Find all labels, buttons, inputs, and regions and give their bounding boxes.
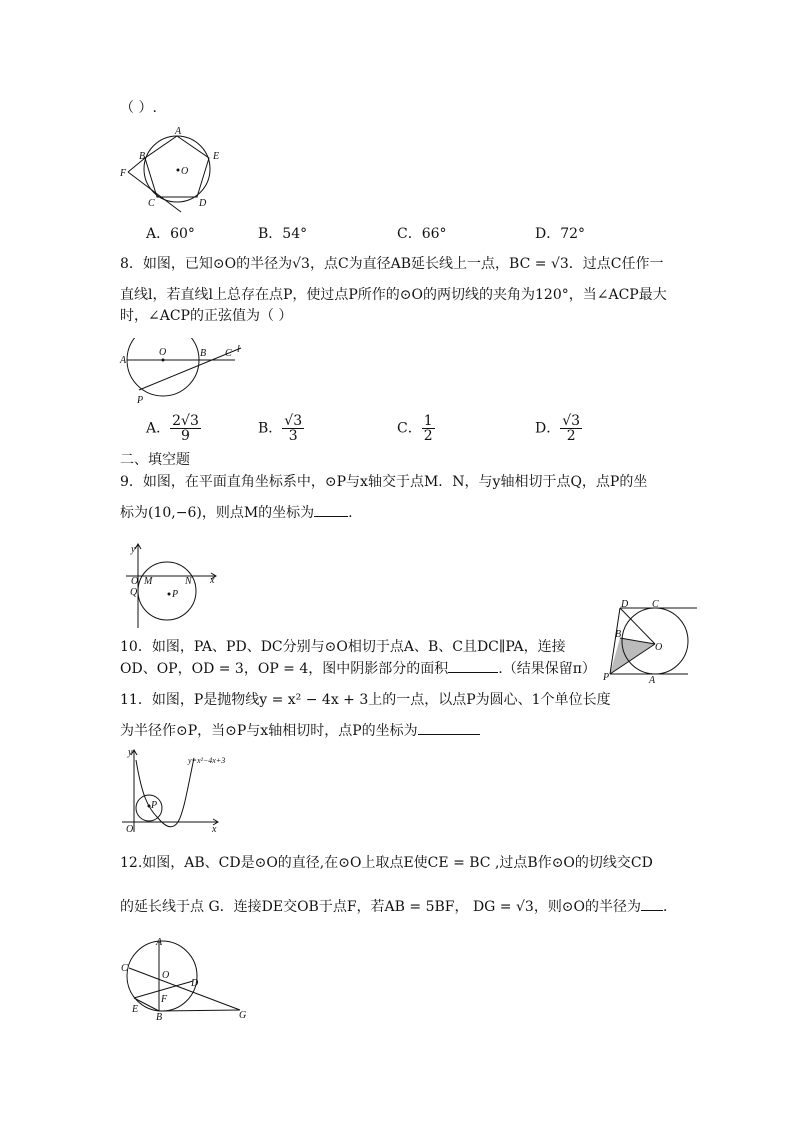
q9-line2: 标为(10,−6)，则点M的坐标为 . — [120, 505, 353, 521]
q8-label-o: O — [159, 347, 167, 358]
q11-curve-label: y=x²−4x+3 — [188, 756, 226, 765]
q9-line1: 9．如图，在平面直角坐标系中，⊙P与x轴交于点M．N，与y轴相切于点Q，点P的坐 — [120, 474, 648, 490]
q7-label-b: B — [139, 151, 146, 162]
q11-label-y: y — [128, 747, 133, 758]
q11-label-p: P — [151, 800, 158, 811]
q10-line1: 10．如图，PA、PD、DC分别与⊙O相切于点A、B、C且DC∥PA，连接 — [120, 639, 566, 655]
q8-label-c: C — [225, 348, 232, 359]
q7-label-o: O — [181, 166, 189, 177]
q7-label-d: D — [199, 198, 207, 209]
section-title: 二、填空题 — [120, 452, 190, 468]
q8-line3: 时，∠ACP的正弦值为（ ） — [120, 308, 293, 324]
q9-label-y: y — [131, 544, 136, 555]
q12-label-b: B — [156, 1012, 163, 1023]
q12-line1: 12.如图，AB、CD是⊙O的直径,在⊙O上取点E使CE = BC ,过点B作⊙O的切线交CD — [120, 855, 653, 871]
q8-figure — [115, 338, 250, 408]
q12-figure — [115, 934, 265, 1024]
q7-label-f: F — [120, 168, 127, 179]
q12-label-a: A — [156, 937, 163, 948]
q9-label-q: Q — [130, 587, 138, 598]
q8-option-b: B． $\frac{√3}{3}$ — [258, 413, 303, 444]
q10-label-c: C — [652, 599, 659, 610]
q12-label-c: C — [121, 963, 128, 974]
q7-option-a: A．60° — [146, 226, 195, 242]
q8-line2: 直线l，若直线l上总存在点P，使过点P所作的⊙O的两切线的夹角为120°，当∠ACP最大 — [120, 287, 667, 303]
q11-line2: 为半径作⊙P，当⊙P与x轴相切时，点P的坐标为 — [120, 721, 480, 741]
q7-option-d: D．72° — [535, 226, 586, 242]
q11-line1: 11．如图，P是抛物线y = x² − 4x + 3上的一点，以点P为圆心、1个单位长度 — [120, 692, 611, 708]
q11-figure — [118, 746, 238, 836]
q12-line2: 的延长线于点 G．连接DE交OB于点F，若AB = 5BF， DG = √3，则⊙O的半径为 ． — [120, 899, 678, 915]
q9-figure — [122, 540, 222, 632]
q12-label-o: O — [162, 970, 170, 981]
q10-label-b: B — [615, 629, 622, 640]
q12-label-f: F — [161, 994, 168, 1005]
q9-label-x: x — [210, 575, 215, 586]
q11-label-x: x — [212, 824, 217, 835]
q8-label-l: l — [237, 344, 240, 355]
q9-label-p: P — [172, 589, 179, 600]
q12-label-d: D — [191, 978, 199, 989]
q10-line2: OD、OP，OD = 3，OP = 4，图中阴影部分的面积 .（结果保留π） — [120, 661, 596, 677]
q7-stem-tail: （ ）. — [120, 100, 157, 116]
q11-label-o: O — [126, 824, 134, 835]
q10-label-o: O — [655, 642, 663, 653]
q8-option-c: C． $\frac{1}{2}$ — [397, 413, 433, 444]
q8-label-p: P — [137, 395, 144, 406]
q9-label-o: O — [131, 576, 139, 587]
q12-label-g: G — [239, 1010, 247, 1021]
q7-label-a: A — [175, 126, 182, 137]
q8-option-d: D． $\frac{√3}{2}$ — [535, 413, 581, 444]
q7-option-c: C．66° — [397, 226, 447, 242]
q7-label-e: E — [213, 151, 220, 162]
q10-label-a: A — [649, 675, 656, 683]
q7-label-c: C — [148, 198, 155, 209]
q8-label-a: A — [120, 355, 127, 366]
q7-figure — [115, 124, 225, 214]
q8-label-b: B — [200, 348, 207, 359]
q9-label-m: M — [144, 576, 153, 587]
q10-label-p: P — [603, 672, 610, 683]
q8-line1: 8．如图，已知⊙O的半径为√3，点C为直径AB延长线上一点，BC = √3．过点C任作一 — [120, 256, 664, 272]
q8-option-a: A． $\frac{2√3}{9}$ — [146, 413, 199, 444]
q10-figure — [600, 598, 700, 683]
q10-label-d: D — [621, 599, 629, 610]
q12-label-e: E — [132, 1004, 139, 1015]
q9-label-n: N — [185, 576, 192, 587]
q7-option-b: B．54° — [258, 226, 308, 242]
